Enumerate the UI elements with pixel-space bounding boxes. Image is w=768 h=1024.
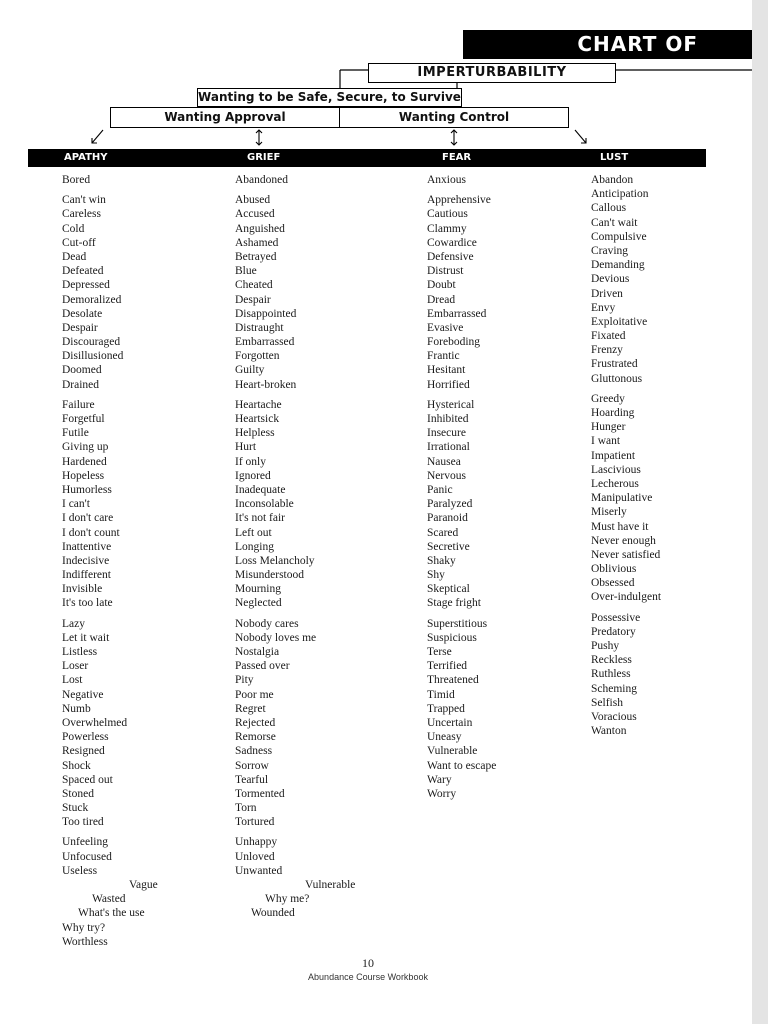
word-item: Hunger xyxy=(591,421,626,434)
word-item: Obsessed xyxy=(591,577,635,590)
word-item: Disillusioned xyxy=(62,350,124,363)
word-item: Demanding xyxy=(591,259,645,272)
word-item: Passed over xyxy=(235,660,290,673)
word-item: Worthless xyxy=(62,935,108,948)
word-item: Loser xyxy=(62,660,89,673)
word-item: Anguished xyxy=(235,222,285,235)
word-item: Callous xyxy=(591,202,627,215)
word-item: Inattentive xyxy=(62,540,112,553)
word-item: Despair xyxy=(235,293,271,306)
word-item: Driven xyxy=(591,287,623,300)
word-item: Skeptical xyxy=(427,583,470,596)
word-item: Inhibited xyxy=(427,413,469,425)
word-item: Vulnerable xyxy=(427,745,478,758)
word-item: Tormented xyxy=(235,787,285,800)
word-item: Suspicious xyxy=(427,631,477,644)
word-item: Anxious xyxy=(427,174,466,186)
word-item: Rejected xyxy=(235,716,276,729)
word-item: Humorless xyxy=(62,483,112,496)
word-item: Gluttonous xyxy=(591,372,643,385)
word-item: Sorrow xyxy=(235,759,269,772)
word-item: Craving xyxy=(591,244,629,257)
word-item: Why me? xyxy=(265,893,310,906)
word-item: Terse xyxy=(427,646,452,658)
word-item: Wanton xyxy=(591,725,627,738)
word-item: Lost xyxy=(62,674,83,687)
word-item: Wary xyxy=(427,773,452,786)
word-item: Remorse xyxy=(235,731,276,744)
word-item: Giving up xyxy=(62,441,109,454)
word-item: Misunderstood xyxy=(235,569,304,582)
word-item: Scared xyxy=(427,526,459,539)
word-item: Voracious xyxy=(591,710,637,723)
word-item: Indifferent xyxy=(62,569,111,582)
word-item: Ignored xyxy=(235,469,271,482)
word-item: Secretive xyxy=(427,540,470,553)
word-item: It's too late xyxy=(62,597,113,610)
word-item: Mourning xyxy=(235,583,281,596)
apathy-word-list xyxy=(62,173,158,949)
word-item: Apprehensive xyxy=(427,194,491,207)
word-item: Lecherous xyxy=(591,477,639,490)
word-item: Devious xyxy=(591,273,630,286)
word-item: Ashamed xyxy=(235,236,279,249)
word-item: Hesitant xyxy=(427,364,466,377)
word-item: Let it wait xyxy=(62,631,110,644)
word-item: Selfish xyxy=(591,696,623,709)
word-item: Bored xyxy=(62,174,91,186)
word-item: Stuck xyxy=(62,802,89,815)
word-item: Unloved xyxy=(235,850,275,863)
word-item: Unwanted xyxy=(235,864,283,877)
word-item: Clammy xyxy=(427,222,467,235)
word-item: Careless xyxy=(62,208,101,221)
word-item: Panic xyxy=(427,483,453,496)
heading-apathy: APATHY xyxy=(64,152,108,163)
word-item: Unfeeling xyxy=(62,836,108,849)
word-item: Dead xyxy=(62,250,87,263)
word-item: Left out xyxy=(235,526,272,539)
word-item: Wasted xyxy=(92,893,126,906)
word-item: Demoralized xyxy=(62,293,122,306)
chart-title: CHART OF xyxy=(463,30,752,59)
word-item: Heartache xyxy=(235,398,282,411)
word-item: Tearful xyxy=(235,773,269,786)
word-item: Stage fright xyxy=(427,597,481,610)
word-item: Desolate xyxy=(62,307,103,320)
page-number: 10 xyxy=(362,956,374,970)
word-item: Forgotten xyxy=(235,350,280,363)
word-item: Overwhelmed xyxy=(62,716,128,729)
word-item: Nobody loves me xyxy=(235,631,317,644)
word-item: Loss Melancholy xyxy=(235,554,315,567)
word-item: Impatient xyxy=(591,449,636,462)
word-item: Hoarding xyxy=(591,407,635,419)
wanting-approval-box: Wanting Approval xyxy=(110,107,340,128)
word-item: Failure xyxy=(62,398,95,411)
word-item: Embarrassed xyxy=(235,336,295,349)
word-item: Nervous xyxy=(427,469,466,482)
word-item: Must have it xyxy=(591,520,649,533)
word-item: Wounded xyxy=(251,907,295,920)
word-item: Envy xyxy=(591,301,616,314)
word-item: Unfocused xyxy=(62,850,112,863)
word-item: Cheated xyxy=(235,279,273,292)
word-item: Abandon xyxy=(591,174,634,186)
safe-box: Wanting to be Safe, Secure, to Survive xyxy=(197,88,462,107)
word-item: Torn xyxy=(235,802,257,815)
word-item: Regret xyxy=(235,702,266,715)
word-item: Vulnerable xyxy=(305,879,356,891)
word-item: Paralyzed xyxy=(427,498,473,511)
word-item: Uneasy xyxy=(427,731,462,744)
word-item: Worry xyxy=(427,787,457,800)
word-item: Over-indulgent xyxy=(591,591,662,604)
arrow-apathy xyxy=(92,130,103,143)
word-item: I want xyxy=(591,435,621,448)
word-item: Numb xyxy=(62,702,91,715)
imperturbability-box: IMPERTURBABILITY xyxy=(368,63,616,83)
word-item: Doubt xyxy=(427,279,456,292)
word-item: Cautious xyxy=(427,208,468,221)
word-item: Nausea xyxy=(427,455,461,468)
book-title: Abundance Course Workbook xyxy=(308,972,428,982)
word-item: Anticipation xyxy=(591,188,649,201)
word-item: Hardened xyxy=(62,455,107,468)
word-item: Exploitative xyxy=(591,315,648,328)
word-item: Blue xyxy=(235,265,257,278)
word-item: Miserly xyxy=(591,506,627,519)
word-item: Oblivious xyxy=(591,563,637,576)
fear-word-list xyxy=(427,173,496,801)
word-item: Sadness xyxy=(235,745,273,758)
word-item: Ruthless xyxy=(591,668,631,681)
word-item: Horrified xyxy=(427,378,470,391)
word-item: Unhappy xyxy=(235,836,278,849)
word-item: Invisible xyxy=(62,583,103,596)
word-item: Can't win xyxy=(62,194,106,207)
word-item: Trapped xyxy=(427,702,465,715)
word-item: Neglected xyxy=(235,597,282,610)
arrow-fear xyxy=(451,130,457,145)
word-item: Powerless xyxy=(62,731,109,744)
word-item: Cold xyxy=(62,222,85,235)
word-item: Useless xyxy=(62,864,98,877)
word-item: Discouraged xyxy=(62,336,121,349)
word-item: Embarrassed xyxy=(427,307,487,320)
word-item: Why try? xyxy=(62,921,106,934)
word-item: Heartsick xyxy=(235,413,280,425)
word-item: Distrust xyxy=(427,265,464,278)
word-item: Hurt xyxy=(235,441,257,454)
word-item: Distraught xyxy=(235,321,284,334)
word-item: Can't wait xyxy=(591,216,638,229)
heading-fear: FEAR xyxy=(442,152,472,163)
word-item: If only xyxy=(235,455,266,468)
word-item: Guilty xyxy=(235,364,265,377)
word-item: Evasive xyxy=(427,321,464,334)
word-item: Nobody cares xyxy=(235,617,299,630)
word-item: I can't xyxy=(62,498,90,511)
word-item: I don't count xyxy=(62,526,120,539)
word-item: Futile xyxy=(62,427,89,440)
word-item: Shy xyxy=(427,569,445,582)
word-item: Abandoned xyxy=(235,174,289,186)
word-item: Frantic xyxy=(427,350,460,363)
word-item: Dread xyxy=(427,293,456,306)
word-item: Poor me xyxy=(235,688,274,701)
word-item: Terrified xyxy=(427,660,468,673)
word-item: Defensive xyxy=(427,250,474,263)
word-item: Lascivious xyxy=(591,463,641,476)
word-item: Vague xyxy=(129,879,158,891)
word-item: Stoned xyxy=(62,787,94,800)
word-item: Hysterical xyxy=(427,398,475,411)
arrow-lust xyxy=(575,130,586,143)
word-item: Defeated xyxy=(62,265,104,278)
word-item: Never satisfied xyxy=(591,548,661,561)
word-item: Nostalgia xyxy=(235,646,280,658)
word-item: Paranoid xyxy=(427,512,468,525)
word-item: Listless xyxy=(62,646,98,658)
word-item: Superstitious xyxy=(427,617,488,630)
word-item: Despair xyxy=(62,321,98,334)
word-item: Uncertain xyxy=(427,716,473,729)
word-item: Abused xyxy=(235,194,271,207)
word-item: Pity xyxy=(235,674,254,687)
word-item: Indecisive xyxy=(62,554,110,567)
word-item: Depressed xyxy=(62,279,110,292)
word-item: Tortured xyxy=(235,816,275,829)
lust-word-list xyxy=(591,173,661,738)
grief-word-list xyxy=(235,173,355,921)
heading-lust: LUST xyxy=(600,152,629,163)
word-item: Greedy xyxy=(591,392,625,405)
word-item: Reckless xyxy=(591,654,632,667)
word-item: Frustrated xyxy=(591,358,638,371)
word-item: Forgetful xyxy=(62,413,105,425)
word-item: Manipulative xyxy=(591,492,653,505)
word-item: Irrational xyxy=(427,441,470,454)
word-item: Resigned xyxy=(62,745,105,758)
word-item: Timid xyxy=(427,688,455,701)
word-item: Helpless xyxy=(235,427,275,440)
word-item: Fixated xyxy=(591,330,626,343)
word-item: Disappointed xyxy=(235,307,297,320)
column-header-bar xyxy=(28,149,706,167)
word-item: Cowardice xyxy=(427,236,477,249)
word-item: Doomed xyxy=(62,364,102,377)
word-item: Pushy xyxy=(591,640,620,652)
word-item: Frenzy xyxy=(591,344,623,357)
word-item: Too tired xyxy=(62,816,104,829)
word-item: Scheming xyxy=(591,682,637,695)
word-item: Heart-broken xyxy=(235,378,297,391)
word-item: Insecure xyxy=(427,427,466,440)
word-item: Foreboding xyxy=(427,336,481,349)
word-item: Hopeless xyxy=(62,469,105,482)
arrow-grief xyxy=(256,130,262,145)
wanting-control-box: Wanting Control xyxy=(339,107,569,128)
word-item: Longing xyxy=(235,540,274,553)
word-item: Betrayed xyxy=(235,250,277,263)
word-item: Threatened xyxy=(427,674,479,687)
word-item: Negative xyxy=(62,688,104,701)
word-item: Accused xyxy=(235,208,275,221)
word-item: Spaced out xyxy=(62,773,113,786)
word-item: Drained xyxy=(62,378,100,391)
word-item: Inadequate xyxy=(235,483,286,496)
word-item: What's the use xyxy=(78,907,145,920)
word-item: Shaky xyxy=(427,554,456,567)
word-item: It's not fair xyxy=(235,512,285,525)
word-item: Compulsive xyxy=(591,230,647,243)
word-item: Predatory xyxy=(591,625,636,638)
word-item: Never enough xyxy=(591,534,656,547)
word-item: I don't care xyxy=(62,512,114,525)
word-item: Want to escape xyxy=(427,759,497,772)
word-item: Cut-off xyxy=(62,236,96,249)
word-item: Shock xyxy=(62,759,91,772)
heading-grief: GRIEF xyxy=(247,152,281,163)
word-item: Inconsolable xyxy=(235,498,294,511)
word-item: Possessive xyxy=(591,611,641,624)
word-item: Lazy xyxy=(62,617,85,630)
